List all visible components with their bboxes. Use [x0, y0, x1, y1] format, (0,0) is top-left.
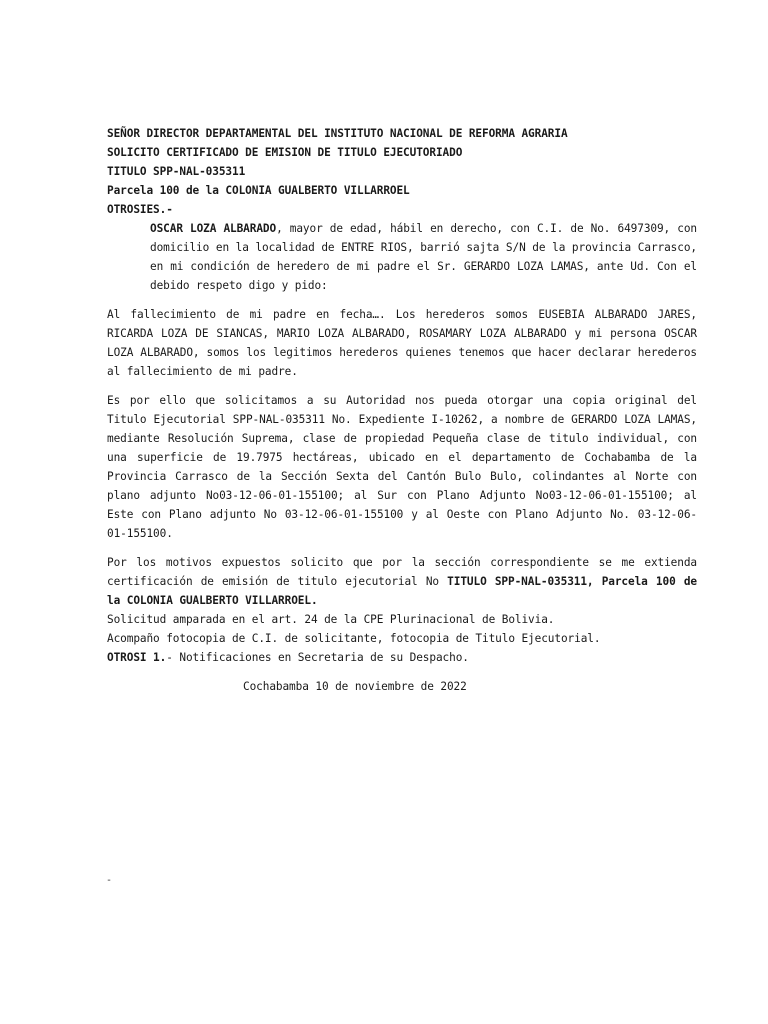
otrosi-label: OTROSI 1.: [107, 651, 167, 664]
footer-mark: -: [106, 875, 113, 886]
parcel-heading: Parcela 100 de la COLONIA GUALBERTO VILLARROEL: [107, 184, 410, 197]
otrosi-text: - Notificaciones en Secretaria de su Despacho.: [166, 651, 469, 664]
motives-title-reference: TITULO SPP-NAL-035311, Parcela 100 de la COLONIA GUALBERTO VILLARROEL.: [107, 575, 697, 607]
title-number-heading: TITULO SPP-NAL-035311: [107, 165, 246, 178]
applicant-name: OSCAR LOZA ALBARADO: [150, 222, 277, 235]
intro-paragraph: [150, 219, 697, 295]
request-paragraph: Es por ello que solicitamos a su Autoridad nos pueda otorgar una copia original del Titulo Ejecutorial SPP-NAL-035311 No. Expediente I-10262, a nombre de GERARDO LOZA LAMAS, mediante Resolución Suprema, clase de propiedad Pequeña clase de titulo individual, con una superficie de 19.7975 hectáreas, ubicado en el departamento de Cochabamba de la Provincia Carrasco de la Sección Sexta del Cantón Bulo Bulo, colindantes al Norte con plano adjunto No03-12-06-01-155100; al Sur con Plano Adjunto No03-12-06-01-155100; al Este con Plano adjunto No 03-12-06-01-155100 y al Oeste con Plano Adjunto No. 03-12-06-01-155100.: [107, 394, 697, 540]
otrosies-heading: OTROSIES.-: [107, 203, 173, 216]
intro-text: , mayor de edad, hábil en derecho, con C.I. de No. 6497309, con domicilio en la localidad de ENTRE RIOS, barrió sajta S/N de la provincia Carrasco, en mi condición de heredero de mi padre el Sr. GERARDO LOZA LAMAS, ante Ud. Con el debido respeto digo y pido:: [150, 222, 697, 292]
heirs-paragraph: Al fallecimiento de mi padre en fecha…. Los herederos somos EUSEBIA ALBARADO JARES, RICARDA LOZA DE SIANCAS, MARIO LOZA ALBARADO, ROSAMARY LOZA ALBARADO y mi persona OSCAR LOZA ALBARADO, somos los legitimos herederos quienes tenemos que hacer declarar herederos al fallecimiento de mi padre.: [107, 308, 697, 378]
document-page: [107, 124, 697, 696]
request-heading: SOLICITO CERTIFICADO DE EMISION DE TITULO EJECUTORIADO: [107, 146, 463, 159]
motives-text: Por los motivos expuestos solicito que por la sección correspondiente se me extienda certificación de emisión de titulo ejecutorial No: [107, 556, 697, 588]
addressee-heading: SEÑOR DIRECTOR DEPARTAMENTAL DEL INSTITUTO NACIONAL DE REFORMA AGRARIA: [107, 127, 568, 140]
legal-support-line: Solicitud amparada en el art. 24 de la CPE Plurinacional de Bolivia.: [107, 613, 555, 626]
motives-paragraph: [107, 553, 697, 610]
attachments-line: Acompaño fotocopia de C.I. de solicitante, fotocopia de Titulo Ejecutorial.: [107, 632, 601, 645]
date-line: Cochabamba 10 de noviembre de 2022: [243, 680, 467, 693]
otrosi-line: [107, 648, 697, 667]
